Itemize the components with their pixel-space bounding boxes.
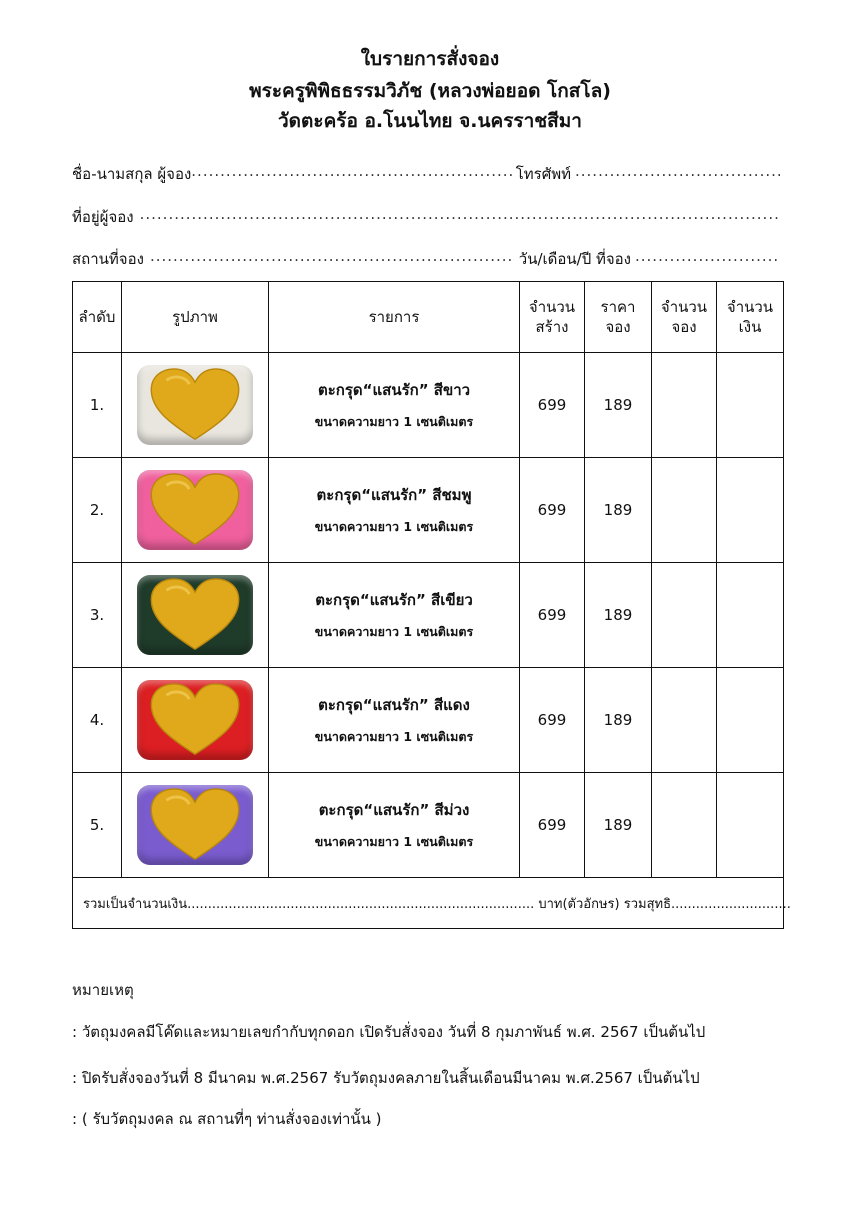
row-built: 699 — [520, 668, 585, 773]
col-built-header — [520, 282, 585, 353]
item-name: ตะกรุด“แสนรัก” สีชมพู — [316, 486, 472, 504]
row-item — [269, 353, 520, 458]
row-amount[interactable] — [717, 353, 784, 458]
row-item — [269, 458, 520, 563]
notes-line-1: : วัตถุมงคลมีโค๊ดและหมายเลขกำกับทุกดอก เปิดรับสั่งจอง วันที่ 8 กุมภาพันธ์ พ.ศ. 2567 เป็นต้นไป — [72, 1023, 706, 1041]
item-size: ขนาดความยาว 1 เซนติเมตร — [314, 414, 474, 429]
heart-icon — [146, 472, 244, 548]
row-price: 189 — [585, 563, 652, 668]
row-qty[interactable] — [652, 668, 717, 773]
row-item — [269, 563, 520, 668]
row-qty[interactable] — [652, 563, 717, 668]
address-field[interactable] — [140, 205, 780, 229]
table-row — [73, 353, 784, 458]
row-item — [269, 773, 520, 878]
amount-header-line1: จำนวน — [726, 298, 774, 316]
heart-icon — [146, 577, 244, 653]
item-size: ขนาดความยาว 1 เซนติเมตร — [314, 624, 474, 639]
row-index: 1. — [73, 353, 122, 458]
place-field[interactable] — [150, 247, 515, 271]
row-price: 189 — [585, 353, 652, 458]
table-row — [73, 668, 784, 773]
summary-text: รวมเป็นจำนวนเงิน.................................................................................... บาท(ตัวอักษร) รวมสุทธิ............................. — [73, 878, 784, 929]
row-amount[interactable] — [717, 773, 784, 878]
item-name: ตะกรุด“แสนรัก” สีแดง — [318, 696, 470, 714]
summary-row — [73, 878, 784, 929]
row-qty[interactable] — [652, 458, 717, 563]
row-amount[interactable] — [717, 563, 784, 668]
takrut-charm-image — [137, 470, 253, 550]
item-size: ขนาดความยาว 1 เซนติเมตร — [314, 834, 474, 849]
built-header-line1: จำนวน — [528, 298, 576, 316]
place-date-line — [72, 247, 780, 271]
item-name: ตะกรุด“แสนรัก” สีม่วง — [318, 801, 470, 819]
takrut-charm-image — [137, 785, 253, 865]
takrut-charm-image — [137, 365, 253, 445]
row-built: 699 — [520, 353, 585, 458]
notes-line-2: : ปิดรับสั่งจองวันที่ 8 มีนาคม พ.ศ.2567 รับวัตถุมงคลภายในสิ้นเดือนมีนาคม พ.ศ.2567 เป็นต้นไป — [72, 1069, 700, 1087]
row-image — [122, 773, 269, 878]
row-image — [122, 668, 269, 773]
item-name: ตะกรุด“แสนรัก” สีขาว — [317, 381, 471, 399]
row-amount[interactable] — [717, 458, 784, 563]
qty-header-line2: จอง — [671, 318, 697, 336]
row-index: 4. — [73, 668, 122, 773]
row-image — [122, 563, 269, 668]
row-amount[interactable] — [717, 668, 784, 773]
built-header-line2: สร้าง — [535, 318, 569, 336]
price-header-line1: ราคา — [600, 298, 636, 316]
table-row — [73, 773, 784, 878]
row-image — [122, 458, 269, 563]
table-header-row — [73, 282, 784, 353]
table-row — [73, 458, 784, 563]
qty-header-line1: จำนวน — [660, 298, 708, 316]
table-row — [73, 563, 784, 668]
row-price: 189 — [585, 773, 652, 878]
row-index: 5. — [73, 773, 122, 878]
row-qty[interactable] — [652, 773, 717, 878]
item-name: ตะกรุด“แสนรัก” สีเขียว — [315, 591, 473, 609]
row-built: 699 — [520, 773, 585, 878]
date-field[interactable] — [635, 247, 780, 271]
item-size: ขนาดความยาว 1 เซนติเมตร — [314, 519, 474, 534]
row-price: 189 — [585, 458, 652, 563]
row-price: 189 — [585, 668, 652, 773]
document-title: ใบรายการสั่งจอง — [360, 48, 500, 70]
col-index-header: ลำดับ — [73, 282, 122, 353]
heart-icon — [146, 682, 244, 758]
heart-icon — [146, 787, 244, 863]
item-size: ขนาดความยาว 1 เซนติเมตร — [314, 729, 474, 744]
amount-header-line2: เงิน — [738, 318, 762, 336]
row-built: 699 — [520, 458, 585, 563]
temple-monk-name: พระครูพิพิธธรรมวิภัช (หลวงพ่อยอด โกสโล) — [249, 80, 611, 102]
col-amount-header — [717, 282, 784, 353]
phone-field[interactable] — [575, 162, 780, 186]
row-item — [269, 668, 520, 773]
takrut-charm-image — [137, 680, 253, 760]
takrut-charm-image — [137, 575, 253, 655]
name-phone-line — [72, 162, 780, 186]
row-qty[interactable] — [652, 353, 717, 458]
date-label: วัน/เดือน/ปี ที่จอง — [518, 250, 631, 268]
notes-line-3: : ( รับวัตถุมงคล ณ สถานที่ๆ ท่านสั่งจองเท่านั้น ) — [72, 1110, 382, 1128]
col-qty-header — [652, 282, 717, 353]
price-header-line2: จอง — [605, 318, 631, 336]
notes-title: หมายเหตุ — [72, 981, 134, 999]
col-item-header: รายการ — [269, 282, 520, 353]
temple-location: วัดตะคร้อ อ.โนนไทย จ.นครราชสีมา — [278, 110, 582, 132]
row-image — [122, 353, 269, 458]
col-image-header: รูปภาพ — [122, 282, 269, 353]
name-label: ชื่อ-นามสกุล ผู้จอง — [72, 165, 192, 183]
row-index: 2. — [73, 458, 122, 563]
order-table — [72, 281, 791, 929]
col-price-header — [585, 282, 652, 353]
address-line — [72, 205, 780, 229]
row-index: 3. — [73, 563, 122, 668]
name-field[interactable] — [191, 162, 511, 186]
row-built: 699 — [520, 563, 585, 668]
place-label: สถานที่จอง — [72, 250, 144, 268]
address-label: ที่อยู่ผู้จอง — [72, 208, 134, 226]
phone-label: โทรศัพท์ — [515, 165, 571, 183]
heart-icon — [146, 367, 244, 443]
